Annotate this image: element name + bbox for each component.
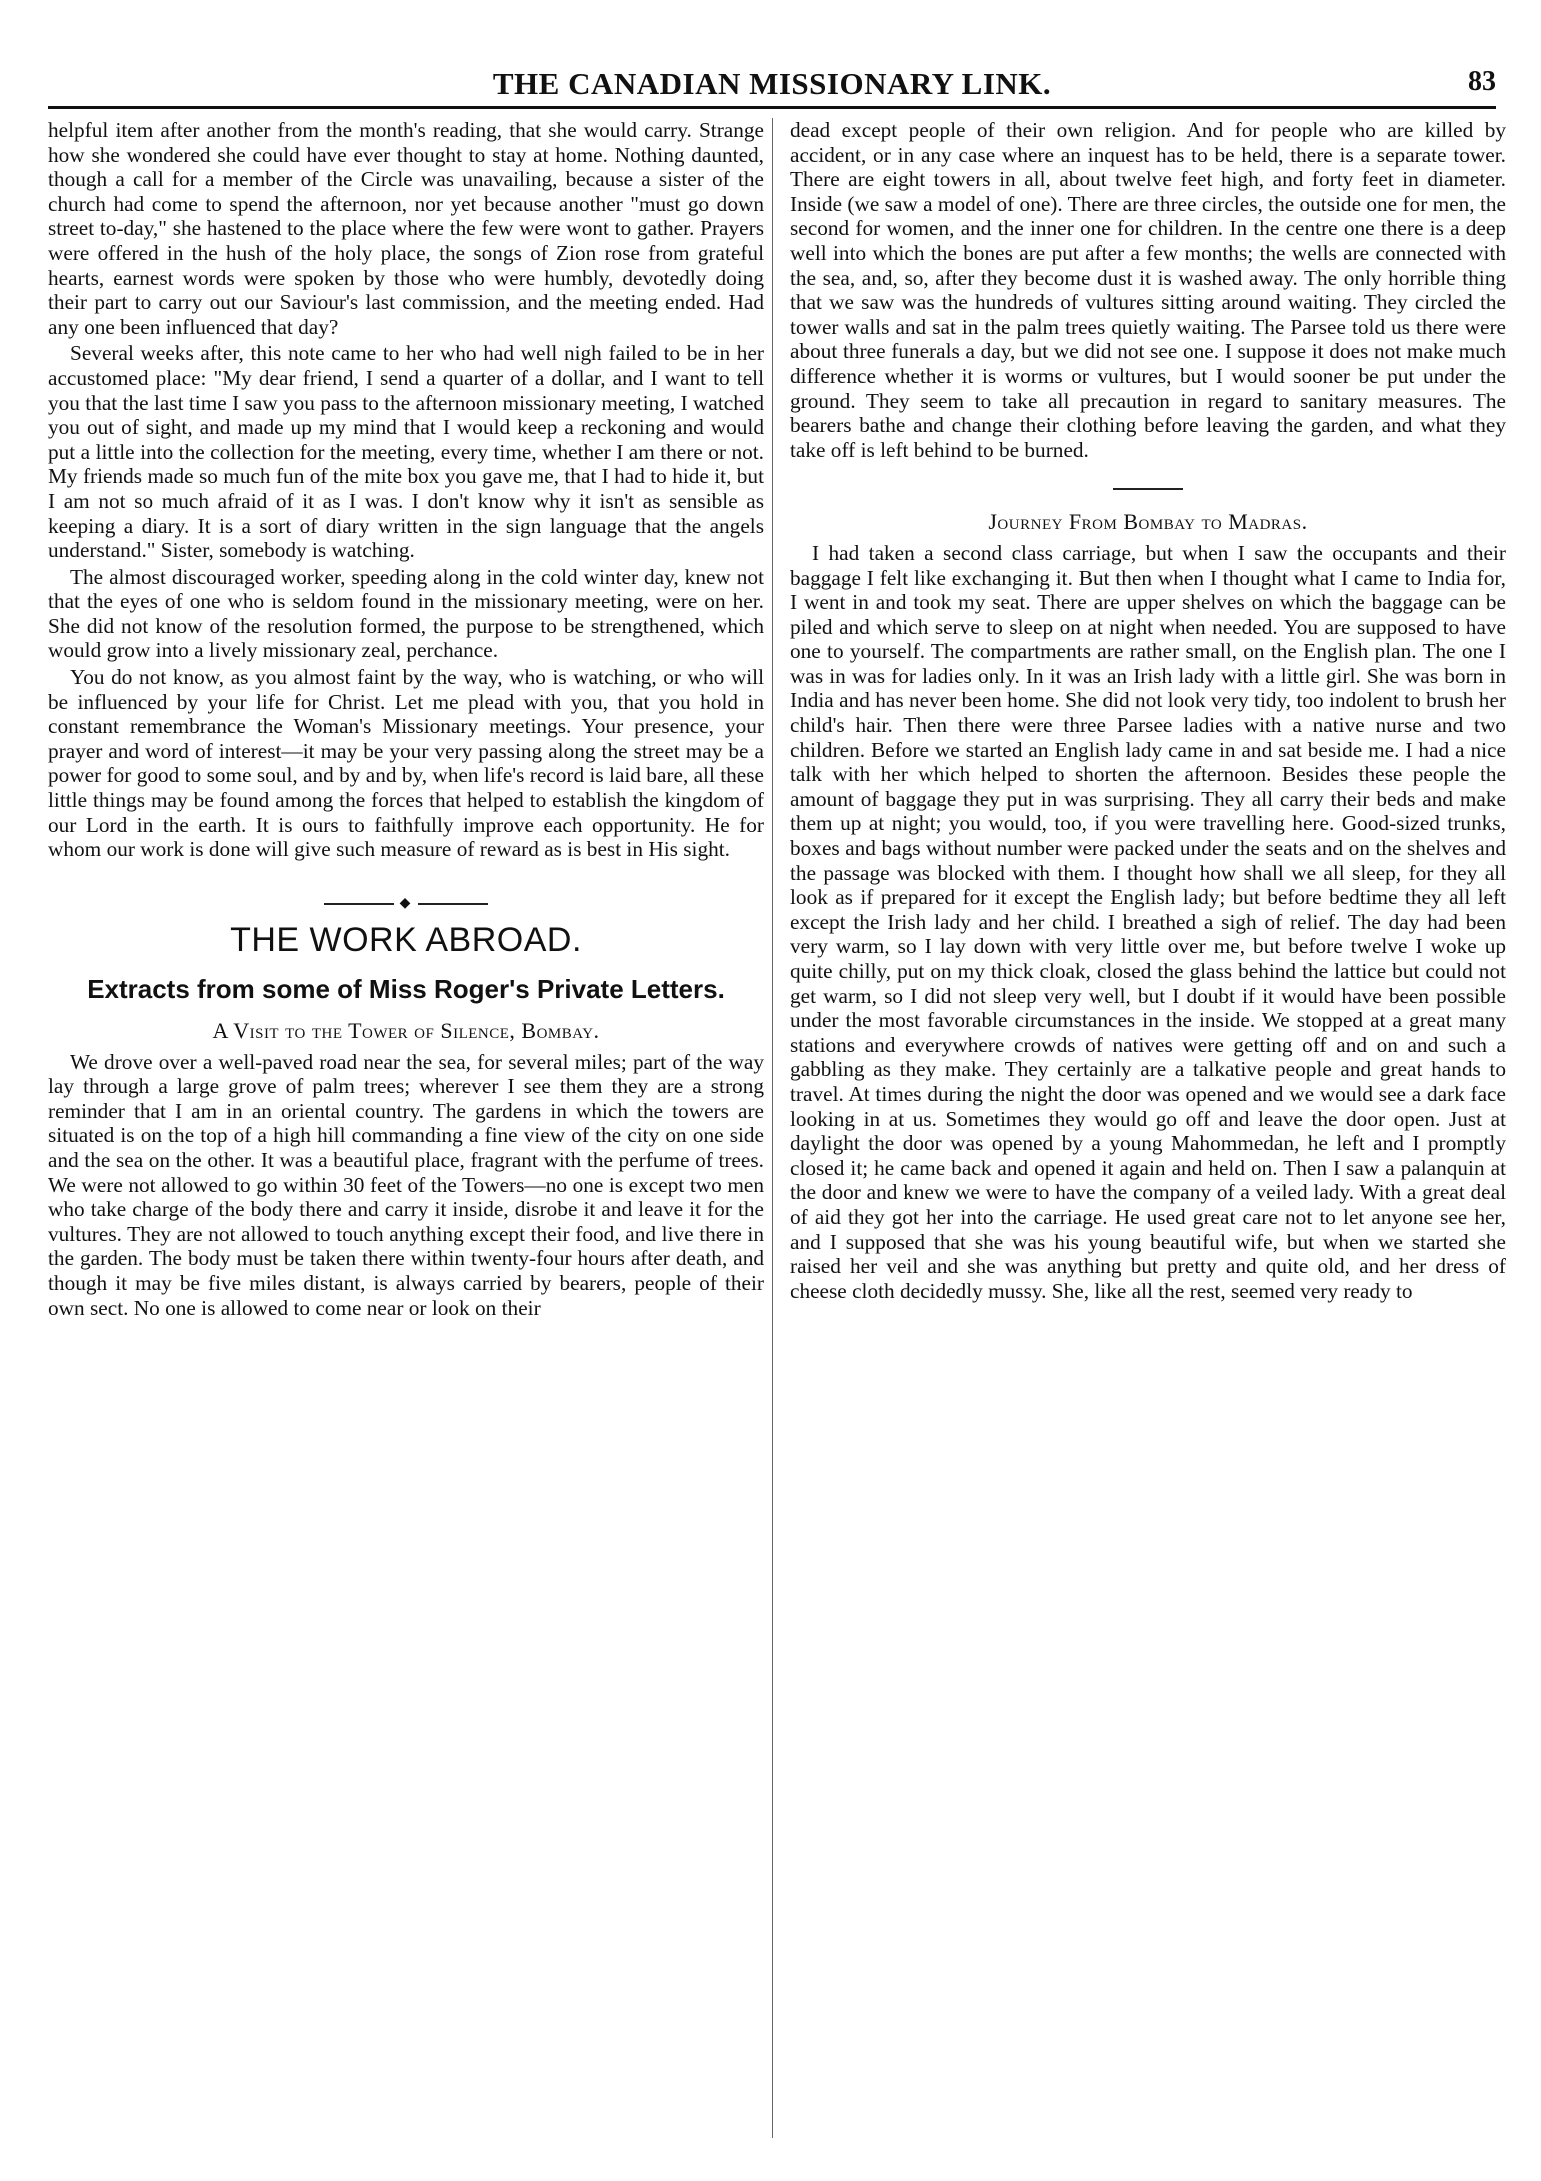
- left-column: [48, 118, 764, 1322]
- section-ornament: ◆: [48, 892, 764, 917]
- page-number: 83: [1468, 66, 1496, 97]
- paragraph: I had taken a second class carriage, but when I saw the occupants and their baggage I felt like exchanging it. But then when I thought what I came to India for, I went in and took my seat. There are upper shelves on which the baggage can be piled and which serve to sleep on at night when needed. You are supposed to have one to yourself. The compartments are rather small, on the English plan. The one I was in was for ladies only. In it was an Irish lady with a little girl. She was born in India and has never been home. She did not look very tidy, too indolent to brush her child's hair. Then there were three Parsee ladies with a native nurse and two children. Before we started an English lady came in and sat beside me. I had a nice talk with her which helped to shorten the afternoon. Besides these people the amount of baggage they put in was surprising. They all carry their beds and make them up at night; you would, too, if you were travelling here. Good-sized trunks, boxes and bags without number were packed under the seats and on the shelves and the passage was blocked with them. I thought how shall we all sleep, for they all look as if prepared for it except the English lady; but before bedtime they all left except the Irish lady and her child. I breathed a sigh of relief. The day had been very warm, so I lay down with very little over me, but before twelve I woke up quite chilly, put on my thick cloak, closed the glass behind the lattice but could not get warm, so I did not sleep very well, but I doubt if it would have been possible under the most favorable circumstances in the inside. We stopped at a great many stations and everywhere crowds of natives were getting off and on and such a gabbling as they make. They certainly are a talkative people and great hands to travel. At times during the night the door was opened and we would see a dark face looking in at us. Sometimes they would go off and leave the door open. Just at daylight the door was opened by a young Mahommedan, he left and I promptly closed it; he came back and opened it again and held on. Then I saw a palanquin at the door and knew we were to have the company of a veiled lady. With a great deal of aid they got her into the carriage. He used great care not to let anyone see her, and I supposed that she was his young beautiful wife, but when we started she raised her veil and she was anything but pretty and quite old, and her dress of cheese cloth decidedly mussy. She, like all the rest, seemed very ready to: [790, 540, 1506, 1303]
- paragraph: The almost discouraged worker, speeding along in the cold winter day, knew not that the eyes of one who is seldom found in the missionary meeting, were on her. She did not know of the resolution formed, the purpose to be strengthened, which would grow into a lively missionary zeal, perchance.: [48, 564, 764, 663]
- article-subheading: A Visit to the Tower of Silence, Bombay.: [212, 1018, 600, 1043]
- paragraph: Several weeks after, this note came to her who had well nigh failed to be in her accustomed place: "My dear friend, I send a quarter of a dollar, and I want to tell you that the last time I saw you pass to the afternoon missionary meeting, I watched you out of sight, and made up my mind that I would keep a reckoning and would put a little into the collection for the meeting, every time, whether I am there or not. My friends made so much fun of the mite box you gave me, that I had to hide it, but I am not so much afraid of it as I was. I don't know why it isn't as sensible as keeping a diary. It is a sort of diary written in the sign language that the angels understand." Sister, somebody is watching.: [48, 341, 764, 563]
- page-header: [48, 66, 1496, 106]
- paragraph: We drove over a well-paved road near the sea, for several miles; part of the way lay through a large grove of palm trees; wherever I see them they are a strong reminder that I am in an oriental country. The gardens in which the towers are situated is on the top of a high hill commanding a fine view of the city on one side and the sea on the other. It was a beautiful place, fragrant with the perfume of trees. We were not allowed to go within 30 feet of the Towers—no one is except two men who take charge of the body there and carry it inside, disrobe it and leave it for the vultures. They are not allowed to touch anything except their food, and live there in the garden. The body must be taken there within twenty-four hours after death, and though it may be five miles distant, is always carried by bearers, people of their own sect. No one is allowed to come near or look on their: [48, 1049, 764, 1320]
- article-subtitle: Extracts from some of Miss Roger's Private Letters.: [87, 974, 725, 1004]
- short-rule: [1113, 488, 1183, 490]
- article-subheading: Journey From Bombay to Madras.: [988, 509, 1308, 535]
- header-rule: [48, 106, 1496, 109]
- section-title: THE WORK ABROAD.: [230, 921, 582, 960]
- column-divider: [772, 118, 773, 2138]
- publication-title: THE CANADIAN MISSIONARY LINK.: [492, 66, 1052, 101]
- paragraph: dead except people of their own religion. And for people who are killed by accident, or in any case where an inquest has to be held, there is a separate tower. There are eight towers in all, about twelve feet high, and forty feet in diameter. Inside (we saw a model of one). There are three circles, the outside one for men, the second for women, and the inner one for children. In the centre one there is a deep well into which the bones are put after a few months; the wells are connected with the sea, and, so, after they become dust it is washed away. The only horrible thing that we saw was the hundreds of vultures sitting around waiting. They circled the tower walls and sat in the palm trees quietly waiting. The Parsee told us there were about three funerals a day, but we did not see one. I suppose it does not make much difference whether it is worms or vultures, but I would sooner be put under the ground. They seem to take all precaution in regard to sanitary measures. The bearers bathe and change their clothing before leaving the garden, and what they take off is left behind to be burned.: [790, 118, 1506, 462]
- paragraph: You do not know, as you almost faint by the way, who is watching, or who will be influenced by your life for Christ. Let me plead with you, that you hold in constant remembrance the Woman's Missionary meetings. Your presence, your prayer and word of interest—it may be your very passing along the street may be a power for good to some soul, and by and by, when life's record is laid bare, all these little things may be found among the forces that helped to establish the kingdom of our Lord in the earth. It is ours to faithfully improve each opportunity. He for whom our work is done will give such measure of reward as is best in His sight.: [48, 665, 764, 862]
- right-column: [790, 118, 1506, 1305]
- paragraph: helpful item after another from the month's reading, that she would carry. Strange how she wondered she could have ever thought to stay at home. Nothing daunted, though a call for a member of the Circle was unavailing, because a sister of the church had come to spend the afternoon, nor yet because another "must go down street to-day," she hastened to the place where the few were wont to gather. Prayers were offered in the hush of the holy place, the songs of Zion rose from grateful hearts, earnest words were spoken by those who were humbly, devotedly doing their part to carry out our Saviour's last commission, and the meeting ended. Had any one been influenced that day?: [48, 118, 764, 339]
